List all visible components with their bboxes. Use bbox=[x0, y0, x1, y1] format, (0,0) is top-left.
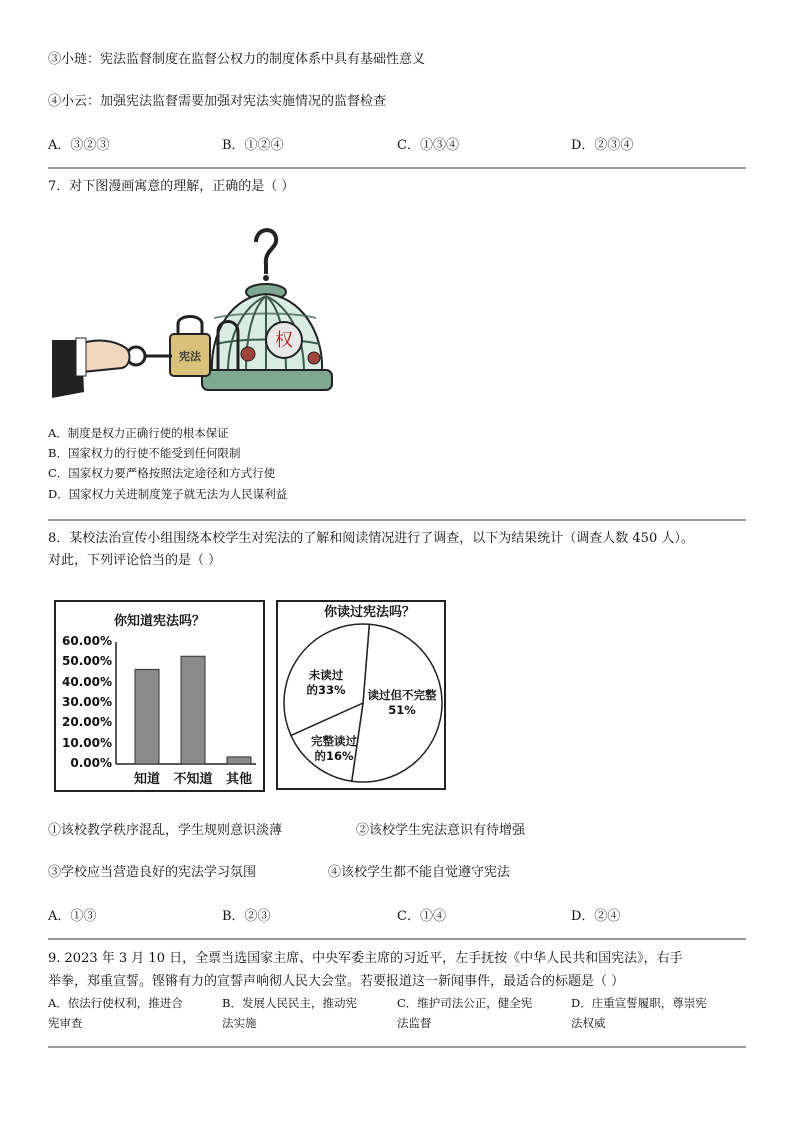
q6-item-4: ④小云：加强宪法监督需要加强对宪法实施情况的监督检查 bbox=[48, 94, 387, 109]
q7-stem: 7．对下图漫画寓意的理解，正确的是（ ） bbox=[48, 179, 295, 194]
bar-1 bbox=[181, 656, 205, 764]
q9-option-a-cont: 宪审查 bbox=[48, 1016, 83, 1030]
q9-option-d-cont: 法权威 bbox=[571, 1016, 606, 1030]
hand-icon bbox=[80, 341, 129, 372]
q9-option-b-cont: 法实施 bbox=[222, 1016, 257, 1030]
q7-option-a[interactable]: A．制度是权力正确行使的根本保证 bbox=[48, 426, 229, 440]
q7-option-c[interactable]: C．国家权力要严格按照法定途径和方式行使 bbox=[48, 466, 276, 480]
q8-option-c[interactable]: C．①④ bbox=[397, 909, 446, 924]
divider bbox=[48, 938, 746, 940]
cartoon-card-text: 权 bbox=[275, 330, 293, 351]
q9-option-b[interactable] bbox=[222, 994, 357, 1012]
bar-2 bbox=[227, 757, 251, 764]
bar-chart-y-tick: 10.00% bbox=[62, 735, 112, 750]
q8-item-2: ②该校学生宪法意识有待增强 bbox=[356, 823, 526, 838]
pie-chart-title: 你读过宪法吗？ bbox=[324, 605, 416, 620]
q9-option-d-line1: D．庄重宣誓履职，尊崇宪 bbox=[571, 996, 707, 1010]
bar-chart-y-tick: 20.00% bbox=[62, 715, 112, 730]
q8-item-4: ④该校学生都不能自觉遵守宪法 bbox=[328, 865, 511, 880]
bar-chart bbox=[54, 600, 265, 792]
divider bbox=[48, 167, 746, 169]
q9-option-c-line1: C．维护司法公正，健全宪 bbox=[397, 996, 533, 1010]
q6-option-c[interactable]: C．①③④ bbox=[397, 138, 459, 153]
q9-option-b-line1: B．发展人民民主，推动宪 bbox=[222, 996, 357, 1010]
q8-item-3: ③学校应当营造良好的宪法学习氛围 bbox=[48, 865, 257, 880]
q9-option-c-cont: 法监督 bbox=[397, 1016, 432, 1030]
q7-option-d[interactable]: D．国家权力关进制度笼子就无法为人民谋利益 bbox=[48, 487, 288, 501]
q8-stem-line-2: 对此，下列评论恰当的是（ ） bbox=[48, 553, 222, 568]
padlock-text: 宪法 bbox=[179, 350, 201, 363]
q8-option-d[interactable]: D．②④ bbox=[571, 909, 621, 924]
q9-option-c[interactable] bbox=[397, 994, 532, 1012]
bar-chart-y-tick: 0.00% bbox=[70, 756, 112, 770]
q7-option-b[interactable]: B．国家权力的行使不能受到任何限制 bbox=[48, 446, 241, 460]
bar-chart-x-tick: 知道 bbox=[133, 772, 160, 787]
q6-item-3: ③小琏：宪法监督制度在监督公权力的制度体系中具有基础性意义 bbox=[48, 52, 426, 67]
q8-option-b[interactable]: B．②③ bbox=[222, 909, 271, 924]
bar-chart-x-tick: 不知道 bbox=[173, 772, 213, 787]
bar-chart-plot bbox=[56, 602, 263, 790]
pie-label-unread: 未读过 的33% bbox=[306, 668, 346, 697]
question-mark-hook-icon bbox=[256, 230, 276, 274]
q6-option-b[interactable]: B．①②④ bbox=[222, 138, 284, 153]
pie-label-complete: 完整读过 的16% bbox=[311, 734, 357, 763]
bar-chart-y-tick: 60.00% bbox=[62, 634, 112, 648]
bar-chart-title: 你知道宪法吗？ bbox=[114, 614, 206, 629]
bar-chart-y-tick: 40.00% bbox=[62, 674, 112, 689]
q8-stem-line-1: 8．某校法治宣传小组围绕本校学生对宪法的了解和阅读情况进行了调查，以下为结果统计（调查人数 450 人）。 bbox=[48, 531, 694, 546]
pie-chart bbox=[276, 600, 446, 790]
q9-option-a-line1: A．依法行使权利，推进合 bbox=[48, 996, 183, 1010]
bar-0 bbox=[135, 669, 159, 764]
divider bbox=[48, 1046, 746, 1048]
q8-option-a[interactable]: A．①③ bbox=[48, 909, 97, 924]
bar-chart-x-tick: 其他 bbox=[225, 772, 252, 787]
q9-stem-line-1: 9. 2023 年 3 月 10 日，全票当选国家主席、中央军委主席的习近平，左手抚按《中华人民共和国宪法》，右手 bbox=[48, 951, 683, 966]
q9-option-d[interactable] bbox=[571, 994, 707, 1012]
divider bbox=[48, 519, 746, 521]
q6-option-a[interactable]: A．③②③ bbox=[48, 138, 110, 153]
q8-item-1: ①该校教学秩序混乱，学生规则意识淡薄 bbox=[48, 823, 283, 838]
bar-chart-y-tick: 30.00% bbox=[62, 695, 112, 709]
bar-chart-y-tick: 50.00% bbox=[62, 654, 112, 669]
cartoon-birdcage-image bbox=[52, 222, 342, 402]
q6-option-d[interactable]: D．②③④ bbox=[571, 138, 634, 153]
q9-stem-line-2: 举拳，郑重宣誓。铿锵有力的宣誓声响彻人民大会堂。若要报道这一新闻事件，最适合的标题是（ ） bbox=[48, 974, 625, 989]
pie-label-partial: 读过但不完整 51% bbox=[367, 688, 437, 717]
q9-option-a[interactable] bbox=[48, 994, 183, 1012]
